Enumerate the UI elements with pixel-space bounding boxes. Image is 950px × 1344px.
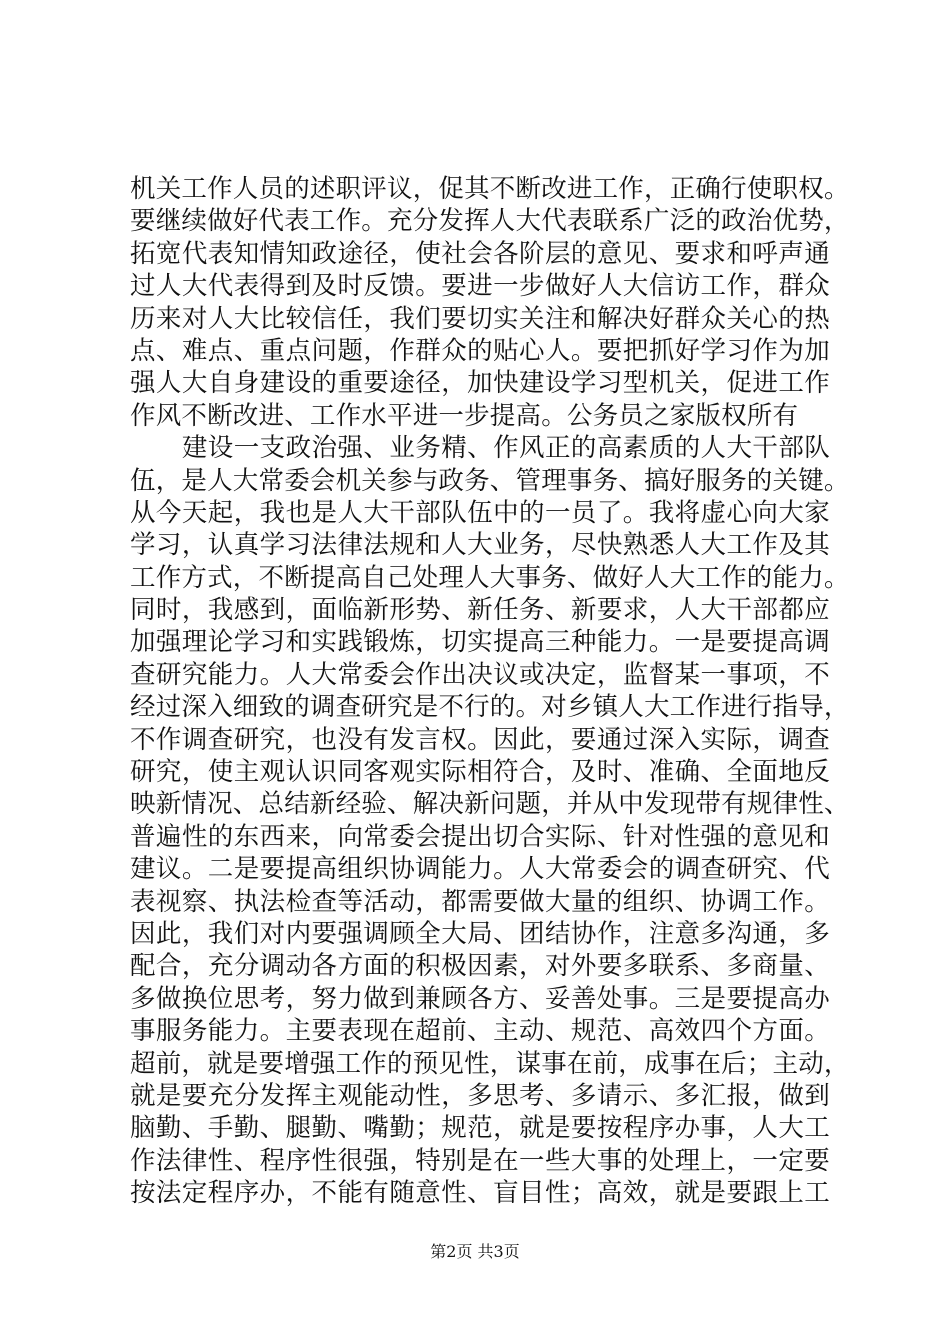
text-line: 配合，充分调动各方面的积极因素，对外要多联系、多商量、 — [130, 951, 830, 982]
text-line: 作风不断改进、工作水平进一步提高。公务员之家版权所有 — [130, 400, 799, 431]
text-line: 点、难点、重点问题，作群众的贴心人。要把抓好学习作为加 — [130, 335, 830, 366]
text-line: 要继续做好代表工作。充分发挥人大代表联系广泛的政治优势， — [130, 206, 850, 237]
text-line: 作法律性、程序性很强，特别是在一些大事的处理上，一定要 — [130, 1145, 830, 1176]
text-line: 经过深入细致的调查研究是不行的。对乡镇人大工作进行指导， — [130, 692, 850, 723]
text-line: 研究，使主观认识同客观实际相符合，及时、准确、全面地反 — [130, 757, 830, 788]
text-line: 学习，认真学习法律法规和人大业务，尽快熟悉人大工作及其 — [130, 530, 830, 561]
text-line: 加强理论学习和实践锻炼，切实提高三种能力。一是要提高调 — [130, 627, 830, 658]
text-line: 历来对人大比较信任，我们要切实关注和解决好群众关心的热 — [130, 303, 830, 334]
text-line: 因此，我们对内要强调顾全大局、团结协作，注意多沟通，多 — [130, 918, 830, 949]
text-line: 机关工作人员的述职评议，促其不断改进工作，正确行使职权。 — [130, 174, 850, 204]
text-line: 伍，是人大常委会机关参与政务、管理事务、搞好服务的关键。 — [130, 465, 850, 496]
text-line: 建议。二是要提高组织协调能力。人大常委会的调查研究、代 — [130, 854, 830, 885]
text-line: 工作方式，不断提高自己处理人大事务、做好人大工作的能力。 — [130, 562, 850, 593]
text-line: 表视察、执法检查等活动，都需要做大量的组织、协调工作。 — [130, 886, 830, 917]
text-line: 脑勤、手勤、腿勤、嘴勤；规范，就是要按程序办事，人大工 — [130, 1113, 830, 1144]
page-number-footer: 第2页 共3页 — [430, 1242, 520, 1261]
text-line: 事服务能力。主要表现在超前、主动、规范、高效四个方面。 — [130, 1016, 830, 1047]
text-line: 映新情况、总结新经验、解决新问题，并从中发现带有规律性、 — [130, 789, 850, 820]
text-line: 拓宽代表知情知政途径，使社会各阶层的意见、要求和呼声通 — [130, 238, 830, 269]
text-line: 同时，我感到，面临新形势、新任务、新要求，人大干部都应 — [130, 595, 830, 626]
text-line: 强人大自身建设的重要途径，加快建设学习型机关，促进工作 — [130, 368, 830, 399]
text-line: 超前，就是要增强工作的预见性，谋事在前，成事在后；主动， — [130, 1048, 850, 1079]
text-line: 普遍性的东西来，向常委会提出切合实际、针对性强的意见和 — [130, 821, 830, 852]
text-line: 按法定程序办，不能有随意性、盲目性；高效，就是要跟上工 — [130, 1178, 830, 1209]
text-line: 从今天起，我也是人大干部队伍中的一员了。我将虚心向大家 — [130, 497, 830, 528]
text-line: 就是要充分发挥主观能动性，多思考、多请示、多汇报，做到 — [130, 1080, 830, 1111]
text-line: 不作调查研究，也没有发言权。因此，要通过深入实际，调查 — [130, 724, 830, 755]
text-line: 查研究能力。人大常委会作出决议或决定，监督某一事项，不 — [130, 659, 830, 690]
body-text — [130, 173, 850, 1210]
text-line: 建设一支政治强、业务精、作风正的高素质的人大干部队 — [130, 433, 830, 464]
text-line: 过人大代表得到及时反馈。要进一步做好人大信访工作，群众 — [130, 271, 830, 302]
text-line: 多做换位思考，努力做到兼顾各方、妥善处事。三是要提高办 — [130, 983, 830, 1014]
